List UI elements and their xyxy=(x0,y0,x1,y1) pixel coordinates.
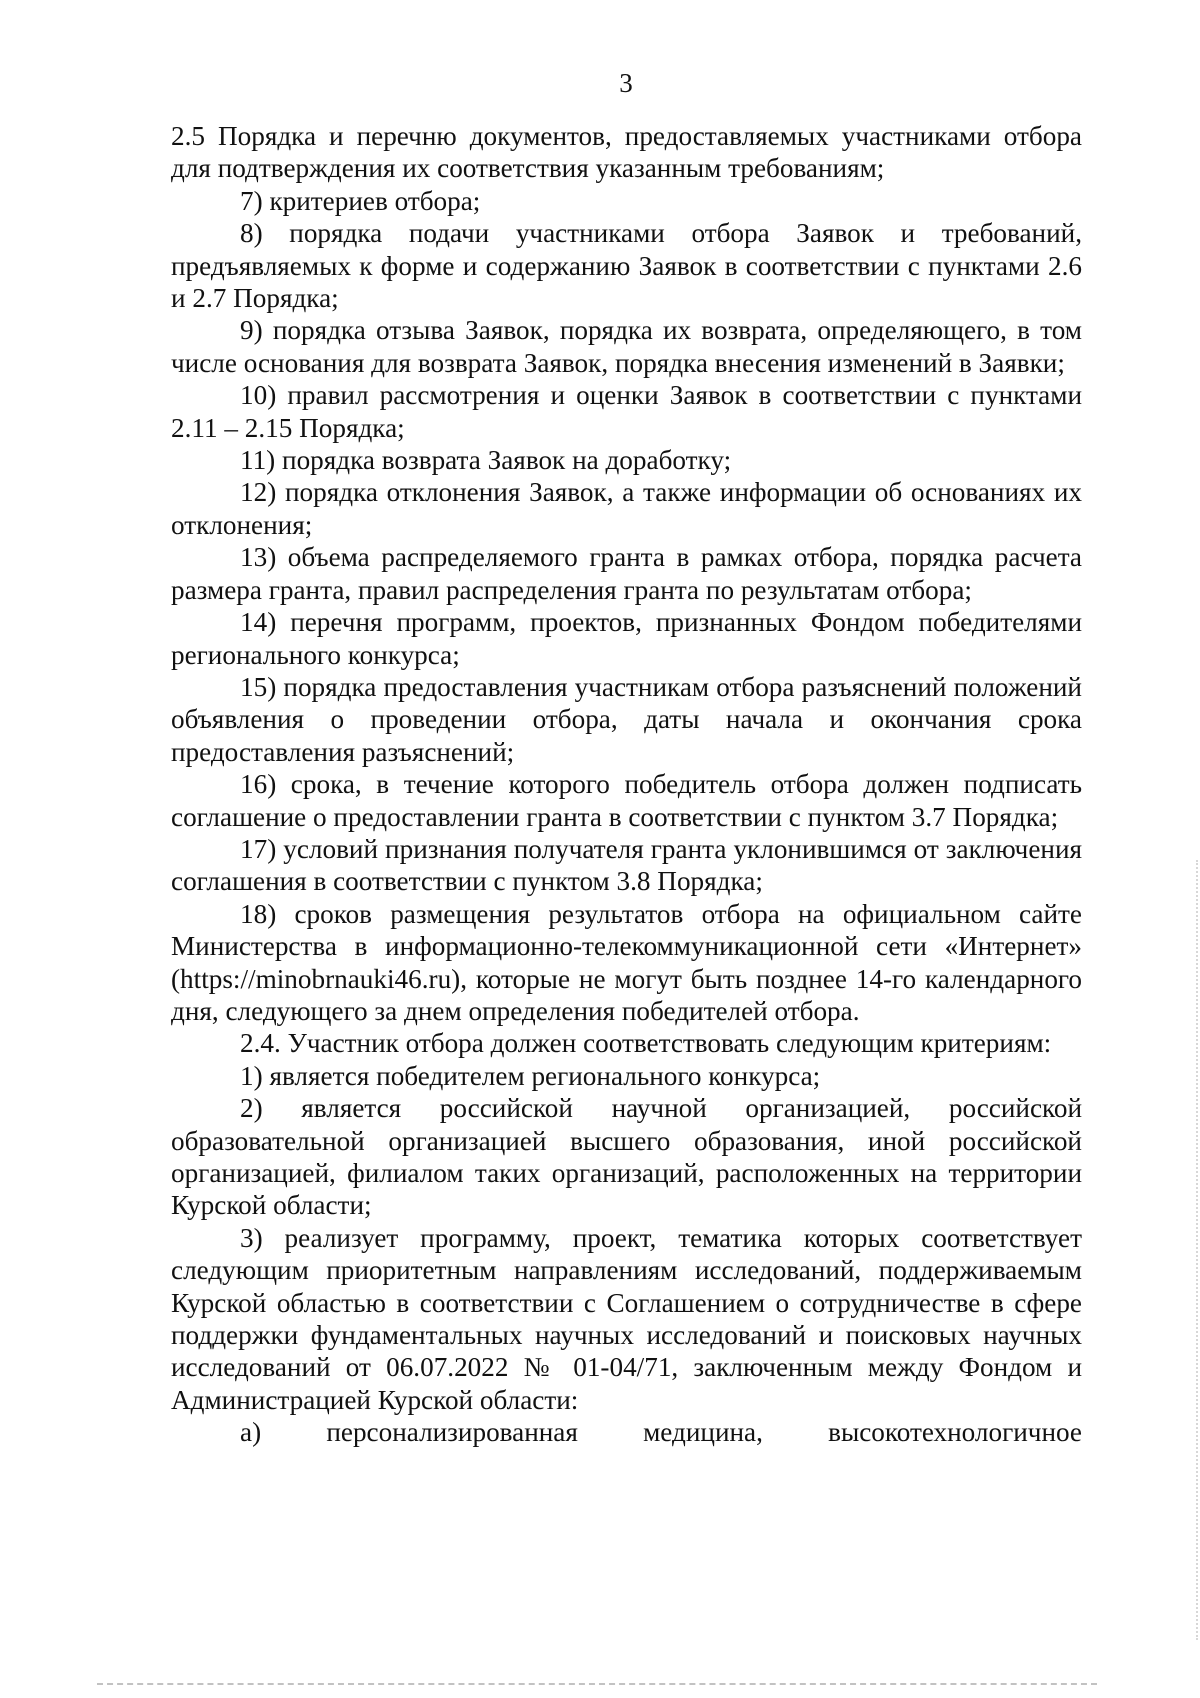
scan-edge-right xyxy=(1196,860,1198,1640)
criterion-3: 3) реализует программу, проект, тематика которых соответствует следующим приоритетным направлениям исследований, поддерживаемым Курской областью в соответствии с Соглашением о сотрудничестве в сфере поддержки фундаментальных научных исследований и поисковых научных исследований от 06.07.2022 № 01-04/71, заключенным между Фондом и Администрацией Курской области: xyxy=(171,1222,1082,1415)
document-body xyxy=(171,120,1082,1449)
list-item-16: 16) срока, в течение которого победитель отбора должен подписать соглашение о предоставлении гранта в соответствии с пунктом 3.7 Порядка; xyxy=(171,769,1082,832)
list-item-12: 12) порядка отклонения Заявок, а также информации об основаниях их отклонения; xyxy=(171,477,1082,540)
list-item-15: 15) порядка предоставления участникам отбора разъяснений положений объявления о проведении отбора, даты начала и окончания срока предоставления разъяснений; xyxy=(171,671,1082,767)
list-item-17: 17) условий признания получателя гранта уклонившимся от заключения соглашения в соответствии с пунктом 3.8 Порядка; xyxy=(171,833,1082,897)
scan-edge-bottom xyxy=(97,1683,1097,1685)
list-item-13: 13) объема распределяемого гранта в рамках отбора, порядка расчета размера гранта, правил распределения гранта по результатам отбора; xyxy=(171,542,1082,605)
criterion-2: 2) является российской научной организацией, российской образовательной организацией высшего образования, иной российской организацией, филиалом таких организаций, расположенных на территории Курской области; xyxy=(171,1093,1082,1221)
list-item-9: 9) порядка отзыва Заявок, порядка их возврата, определяющего, в том числе основания для возврата Заявок, порядка внесения изменений в Заявки; xyxy=(171,315,1082,378)
subitem-a: а) персонализированная медицина, высокотехнологичное xyxy=(240,1417,1082,1448)
list-item-10: 10) правил рассмотрения и оценки Заявок в соответствии с пунктами 2.11 – 2.15 Порядка; xyxy=(171,380,1082,443)
list-item-18: 18) сроков размещения результатов отбора на официальном сайте Министерства в информационно-телекоммуникационной сети «Интернет» (https://minobrnauki46.ru), которые не могут быть позднее 14-го календарного дня, следующего за днем определения победителей отбора. xyxy=(171,898,1082,1026)
section-2-4: 2.4. Участник отбора должен соответствовать следующим критериям: xyxy=(240,1028,1052,1059)
paragraph-continuation: 2.5 Порядка и перечню документов, предоставляемых участниками отбора для подтверждения их соответствия указанным требованиям; xyxy=(171,121,1082,184)
list-item-8: 8) порядка подачи участниками отбора Заявок и требований, предъявляемых к форме и содержанию Заявок в соответствии с пунктами 2.6 и 2.7 Порядка; xyxy=(171,218,1082,314)
list-item-14: 14) перечня программ, проектов, признанных Фондом победителями регионального конкурса; xyxy=(171,607,1082,670)
list-item-7: 7) критериев отбора; xyxy=(240,185,481,216)
list-item-11: 11) порядка возврата Заявок на доработку; xyxy=(240,445,732,476)
criterion-1: 1) является победителем регионального конкурса; xyxy=(240,1060,821,1091)
page-number: 3 xyxy=(619,68,633,98)
